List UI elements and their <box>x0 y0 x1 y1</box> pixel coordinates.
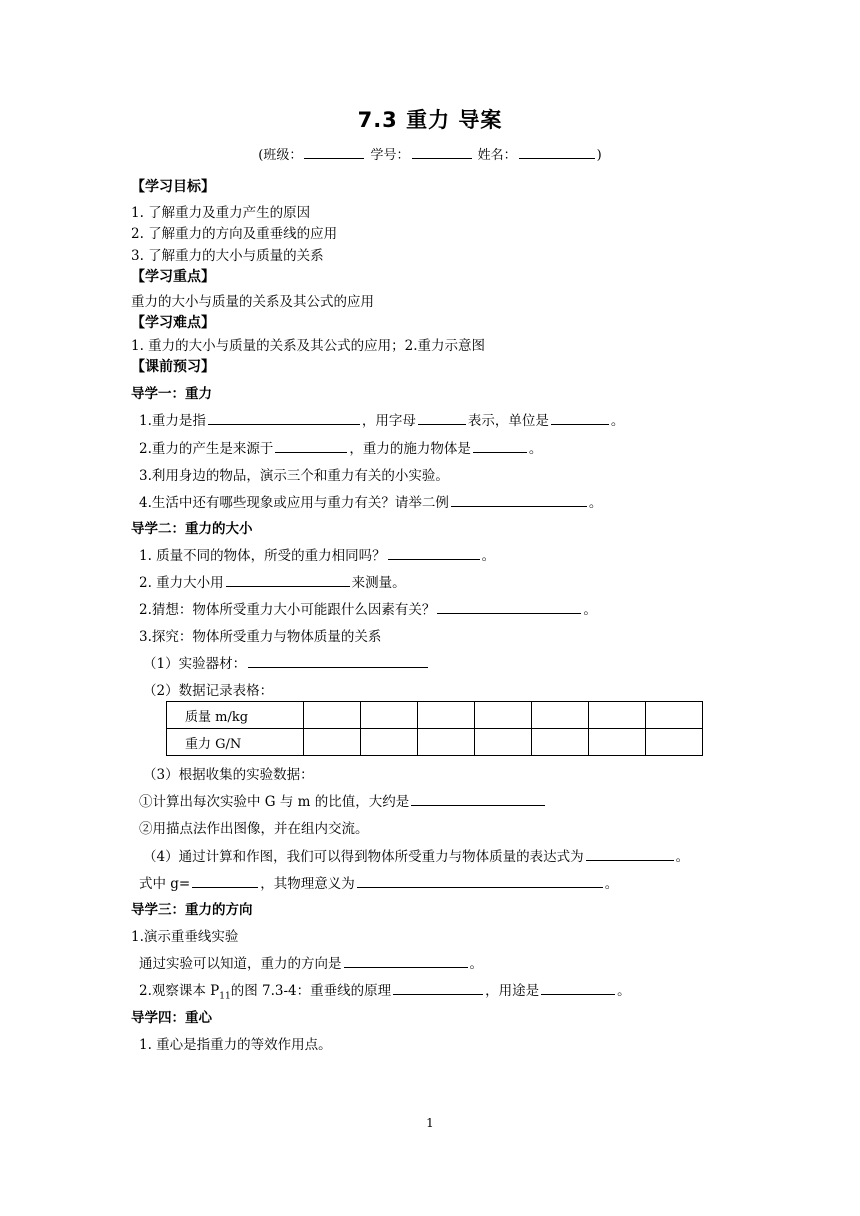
answer-blank[interactable] <box>586 847 674 861</box>
data-record-table <box>166 701 703 756</box>
table-cell[interactable] <box>532 729 589 756</box>
g-meaning-line <box>139 872 860 892</box>
key-points-heading: 【学习重点】 <box>131 269 215 285</box>
goal-item: 1. 了解重力及重力产生的原因 <box>131 205 311 221</box>
question-text: 。 <box>604 876 619 892</box>
question-text: ，其物理意义为 <box>260 876 355 892</box>
section2-question-1 <box>139 544 860 564</box>
question-text: （1）实验器材： <box>143 656 247 672</box>
section1-question-1 <box>139 409 860 429</box>
section3-question-2 <box>139 979 860 1002</box>
preview-heading: 【课前预习】 <box>131 359 215 375</box>
table-cell[interactable] <box>589 702 646 729</box>
question-text: 。 <box>469 956 483 972</box>
table-cell[interactable] <box>304 729 361 756</box>
section2-question-3 <box>139 598 860 618</box>
question-text: 。 <box>583 602 597 618</box>
question-text: 2. 重力大小用 <box>139 575 224 591</box>
student-number-blank[interactable] <box>412 145 472 159</box>
section2-question-4: 3.探究：物体所受重力与物体质量的关系 <box>139 629 382 645</box>
table-cell[interactable] <box>589 729 646 756</box>
question-text: 2.重力的产生是来源于 <box>139 441 274 457</box>
answer-blank[interactable] <box>437 600 581 614</box>
student-number-label: 学号： <box>370 148 410 163</box>
answer-blank[interactable] <box>418 411 466 425</box>
goal-item: 2. 了解重力的方向及重垂线的应用 <box>131 226 338 242</box>
answer-blank[interactable] <box>393 981 483 995</box>
question-text: 1. 质量不同的物体，所受的重力相同吗？ <box>139 548 386 564</box>
answer-blank[interactable] <box>411 792 545 806</box>
question-text: （4）通过计算和作图，我们可以得到物体所受重力与物体质量的表达式为 <box>143 849 584 865</box>
section4-heading: 导学四：重心 <box>131 1010 212 1026</box>
section2-heading: 导学二：重力的大小 <box>131 521 253 537</box>
page-title: 7.3 重力 导案 <box>357 108 503 132</box>
class-label: (班级： <box>258 148 303 163</box>
question-text: ，用途是 <box>485 983 540 999</box>
section2-question-2 <box>139 571 860 591</box>
difficulties-heading: 【学习难点】 <box>131 315 215 331</box>
key-points-text: 重力的大小与质量的关系及其公式的应用 <box>131 294 374 310</box>
question-text: ①计算出每次实验中 G 与 m 的比值，大约是 <box>139 794 410 810</box>
section3-question-1: 1.演示重垂线实验 <box>131 929 239 945</box>
table-cell[interactable] <box>418 702 475 729</box>
section1-heading: 导学一：重力 <box>131 386 212 402</box>
section1-question-4 <box>139 491 860 511</box>
answer-blank[interactable] <box>357 874 603 888</box>
question-text: 来测量。 <box>351 575 406 591</box>
page-subscript: 11 <box>219 991 231 1002</box>
question-text: 的图 7.3-4：重垂线的原理 <box>230 983 392 999</box>
section1-question-3: 3.利用身边的物品，演示三个和重力有关的小实验。 <box>139 468 449 484</box>
question-text: 2.观察课本 P <box>139 983 220 999</box>
question-text: 。 <box>588 495 603 511</box>
answer-blank[interactable] <box>275 439 347 453</box>
question-text: 1.重力是指 <box>139 413 206 429</box>
table-label: （2）数据记录表格： <box>143 683 274 699</box>
table-cell[interactable] <box>418 729 475 756</box>
table-cell[interactable] <box>646 702 703 729</box>
table-row <box>167 729 703 756</box>
page-number: 1 <box>426 1116 434 1130</box>
table-cell[interactable] <box>475 702 532 729</box>
close-paren: ) <box>596 148 602 163</box>
answer-blank[interactable] <box>208 411 360 425</box>
equipment-line <box>143 652 860 672</box>
goals-heading: 【学习目标】 <box>131 179 215 195</box>
question-text: ，重力的施力物体是 <box>349 441 471 457</box>
row-label-gravity: 重力 G/N <box>167 729 304 756</box>
question-text: 。 <box>610 413 625 429</box>
question-text: 式中 g= <box>139 876 191 892</box>
goal-item: 3. 了解重力的大小与质量的关系 <box>131 248 324 264</box>
section3-heading: 导学三：重力的方向 <box>131 902 253 918</box>
question-text: 。 <box>528 441 543 457</box>
question-text: 2.猜想：物体所受重力大小可能跟什么因素有关？ <box>139 602 436 618</box>
question-text: 4.生活中还有哪些现象或应用与重力有关？请举二例 <box>139 495 449 511</box>
question-text: 表示，单位是 <box>467 413 549 429</box>
student-info-line <box>0 144 860 163</box>
class-blank[interactable] <box>304 145 364 159</box>
answer-blank[interactable] <box>388 546 480 560</box>
table-cell[interactable] <box>475 729 532 756</box>
question-text: 。 <box>481 548 496 564</box>
step-4 <box>143 845 860 865</box>
question-text: 通过实验可以知道，重力的方向是 <box>139 956 342 972</box>
table-cell[interactable] <box>304 702 361 729</box>
step-3a <box>139 790 860 810</box>
question-text: ，用字母 <box>361 413 416 429</box>
answer-blank[interactable] <box>248 654 428 668</box>
step-3-heading: （3）根据收集的实验数据： <box>143 767 314 783</box>
name-label: 姓名： <box>477 148 517 163</box>
step-3b: ②用描点法作出图像，并在组内交流。 <box>139 821 369 837</box>
table-cell[interactable] <box>361 729 418 756</box>
row-label-mass: 质量 m/kg <box>167 702 304 729</box>
question-text: 。 <box>675 849 690 865</box>
question-text: 。 <box>617 983 631 999</box>
table-cell[interactable] <box>532 702 589 729</box>
section1-question-2 <box>139 437 860 457</box>
answer-blank[interactable] <box>541 981 615 995</box>
answer-blank[interactable] <box>192 874 258 888</box>
answer-blank[interactable] <box>451 493 587 507</box>
table-row <box>167 702 703 729</box>
answer-blank[interactable] <box>344 954 468 968</box>
answer-blank[interactable] <box>551 411 609 425</box>
table-cell[interactable] <box>646 729 703 756</box>
difficulties-text: 1. 重力的大小与质量的关系及其公式的应用；2.重力示意图 <box>131 338 486 354</box>
answer-blank[interactable] <box>473 439 527 453</box>
answer-blank[interactable] <box>226 573 350 587</box>
table-cell[interactable] <box>361 702 418 729</box>
section4-question-1: 1. 重心是指重力的等效作用点。 <box>139 1037 332 1053</box>
name-blank[interactable] <box>519 145 595 159</box>
section3-direction-line <box>139 952 860 972</box>
